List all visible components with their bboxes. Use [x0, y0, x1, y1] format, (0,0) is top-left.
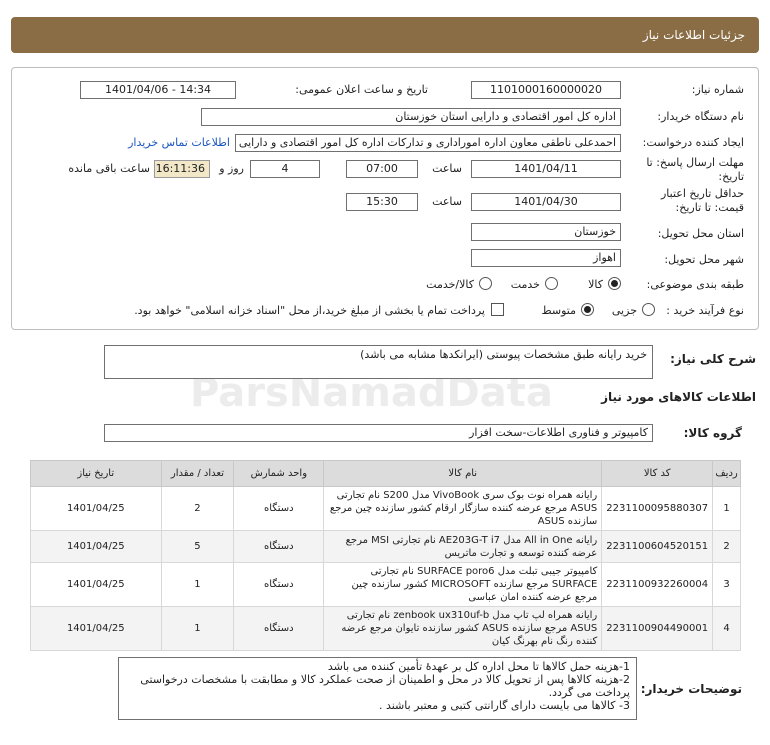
- cell-row: 2: [713, 531, 741, 563]
- price-time-field: 15:30: [346, 193, 418, 211]
- cell-qty: 1: [161, 607, 234, 651]
- cell-name: کامپیوتر جیبی تبلت مدل SURFACE poro6 نام تجارتی SURFACE مرجع سازنده MICROSOFT کشور سازنده چین مرجع عرضه کننده امان عباسی: [324, 563, 602, 607]
- goods-group-field: کامپیوتر و فناوری اطلاعات-سخت افزار: [104, 424, 653, 442]
- cell-code: 2231100095880307: [602, 487, 713, 531]
- days-label: روز و: [219, 162, 244, 175]
- category-radio-goods-service[interactable]: [479, 277, 492, 290]
- remaining-time-field: 16:11:36: [154, 160, 210, 178]
- table-row: [31, 487, 741, 531]
- city-label: شهر محل تحویل:: [664, 253, 744, 266]
- summary-field: [104, 345, 653, 379]
- note-line: 3- کالاها می بایست دارای گارانتی کتبی و معتبر باشند .: [378, 699, 630, 712]
- table-row: [31, 563, 741, 607]
- price-validity-label-1: حداقل تاریخ اعتبار: [660, 187, 744, 200]
- cell-unit: دستگاه: [234, 487, 324, 531]
- reply-time-field: 07:00: [346, 160, 418, 178]
- announce-label: تاریخ و ساعت اعلان عمومی:: [295, 83, 428, 96]
- cell-code: 2231100604520151: [602, 531, 713, 563]
- need-number-label: شماره نیاز:: [691, 83, 744, 96]
- reply-time-label: ساعت: [432, 162, 462, 175]
- treasury-payment-checkbox[interactable]: [491, 303, 504, 316]
- details-panel: [11, 67, 759, 330]
- city-field: اهواز: [471, 249, 621, 267]
- cell-qty: 5: [161, 531, 234, 563]
- goods-group-label: گروه کالا:: [683, 426, 742, 440]
- goods-table: [30, 460, 741, 651]
- category-radio-goods[interactable]: [608, 277, 621, 290]
- col-name: نام کالا: [324, 461, 602, 487]
- cell-name: رایانه همراه نوت بوک سری VivoBook مدل S200 نام تجارتی ASUS مرجع عرضه کننده سازگار ارقام کشور سازنده چین مرجع سازنده ASUS: [324, 487, 602, 531]
- remaining-label: ساعت باقی مانده: [68, 162, 150, 175]
- province-field: خوزستان: [471, 223, 621, 241]
- note-line: 1-هزینه حمل کالاها تا محل اداره کل بر عهدهٔ تأمین کننده می باشد: [327, 660, 630, 673]
- requester-field: احمدعلی ناطقی معاون اداره امورادارى و تداركات اداره كل امور اقتصادى و دارايى: [235, 134, 621, 152]
- cell-qty: 2: [161, 487, 234, 531]
- col-row: ردیف: [713, 461, 741, 487]
- col-code: کد کالا: [602, 461, 713, 487]
- category-goods-label: کالا: [588, 278, 603, 291]
- summary-label: شرح کلی نیاز:: [670, 352, 756, 366]
- category-label: طبقه بندی موضوعی:: [646, 278, 744, 291]
- table-row: [31, 531, 741, 563]
- buyer-contact-link[interactable]: اطلاعات تماس خریدار: [128, 136, 230, 149]
- cell-row: 1: [713, 487, 741, 531]
- category-radio-service[interactable]: [545, 277, 558, 290]
- cell-date: 1401/04/25: [31, 531, 162, 563]
- note-line: 2-هزینه کالاها پس از تحویل کالا در محل و اطمینان از صحت عملکرد کالا و مطابقت با مشخصات درخواستی پرداخت می گردد.: [140, 673, 630, 699]
- reply-deadline-label-2: تاریخ:: [718, 170, 744, 183]
- watermark: ParsNamadData: [190, 370, 553, 416]
- buyer-field: اداره کل امور اقتصادی و دارایی استان خوزستان: [201, 108, 621, 126]
- process-label: نوع فرآیند خرید :: [666, 304, 744, 317]
- price-time-label: ساعت: [432, 195, 462, 208]
- cell-date: 1401/04/25: [31, 607, 162, 651]
- reply-deadline-label-1: مهلت ارسال پاسخ: تا: [646, 156, 744, 169]
- cell-date: 1401/04/25: [31, 563, 162, 607]
- col-unit: واحد شمارش: [234, 461, 324, 487]
- announce-field: 1401/04/06 - 14:34: [80, 81, 236, 99]
- category-service-label: خدمت: [510, 278, 540, 291]
- price-validity-label-2: قیمت: تا تاریخ:: [675, 201, 744, 214]
- need-number-field: 1101000160000020: [471, 81, 621, 99]
- reply-date-field: 1401/04/11: [471, 160, 621, 178]
- treasury-payment-label: پرداخت تمام یا بخشی از مبلغ خرید،از محل "اسناد خزانه اسلامی" خواهد بود.: [134, 304, 485, 317]
- cell-unit: دستگاه: [234, 531, 324, 563]
- goods-info-title: اطلاعات کالاهای مورد نیاز: [601, 390, 756, 404]
- cell-date: 1401/04/25: [31, 487, 162, 531]
- cell-unit: دستگاه: [234, 607, 324, 651]
- notes-box: [118, 657, 637, 720]
- buyer-label: نام دستگاه خریدار:: [657, 110, 744, 123]
- process-minor-label: جزیی: [611, 304, 637, 317]
- page-title: جزئیات اطلاعات نیاز: [642, 28, 745, 42]
- days-field: 4: [250, 160, 320, 178]
- category-goods-service-label: کالا/خدمت: [426, 278, 474, 291]
- table-row: [31, 607, 741, 651]
- summary-text: خرید رایانه طبق مشخصات پیوستی (ایرانکدها مشابه می باشد): [360, 348, 647, 361]
- page-header: [11, 17, 759, 53]
- cell-name: رایانه همراه لپ تاپ مدل zenbook ux310uf-b نام تجارتی ASUS مرجع سازنده ASUS کشور سازنده تایوان مرجع عرضه کننده رنگ نام بهرنگ کیان: [324, 607, 602, 651]
- cell-qty: 1: [161, 563, 234, 607]
- cell-code: 2231100904490001: [602, 607, 713, 651]
- col-qty: تعداد / مقدار: [161, 461, 234, 487]
- process-radio-minor[interactable]: [642, 303, 655, 316]
- col-date: تاریخ نیاز: [31, 461, 162, 487]
- requester-label: ایجاد کننده درخواست:: [642, 136, 744, 149]
- cell-row: 4: [713, 607, 741, 651]
- process-radio-medium[interactable]: [581, 303, 594, 316]
- notes-label: توضیحات خریدار:: [640, 682, 742, 696]
- cell-name: رایانه All in One مدل AE203G-T i7 نام تجارتی MSI مرجع عرضه کننده توسعه و تجارت ماتریس: [324, 531, 602, 563]
- process-medium-label: متوسط: [541, 304, 576, 317]
- cell-row: 3: [713, 563, 741, 607]
- price-date-field: 1401/04/30: [471, 193, 621, 211]
- cell-code: 2231100932260004: [602, 563, 713, 607]
- province-label: استان محل تحویل:: [657, 227, 744, 240]
- cell-unit: دستگاه: [234, 563, 324, 607]
